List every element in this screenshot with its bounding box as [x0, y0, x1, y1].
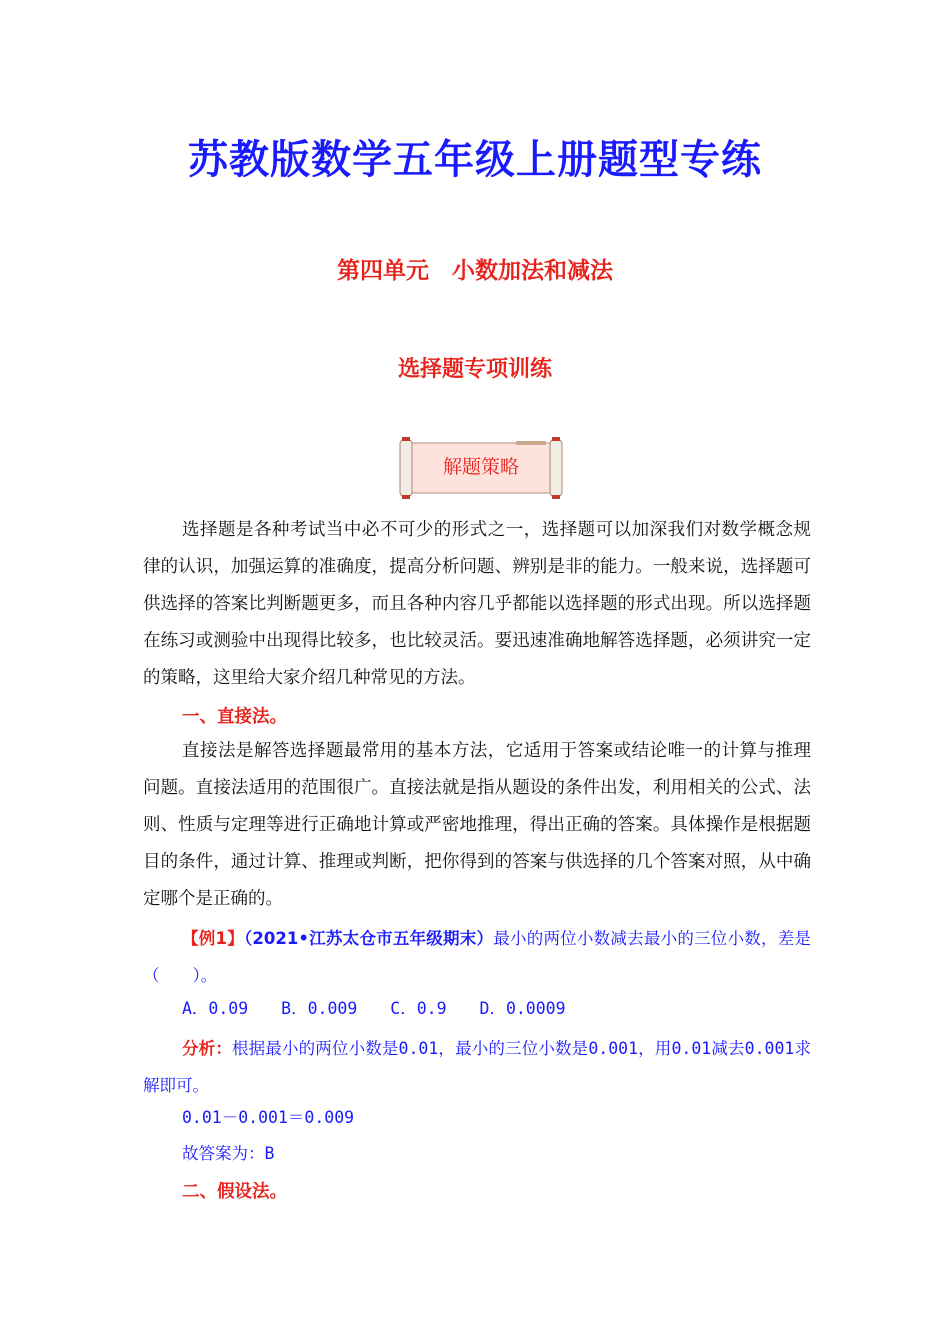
example-1-analysis [143, 1030, 811, 1104]
unit-title: 第四单元 小数加法和减法 [337, 258, 613, 284]
example-1-options: A．0.09 B．0.009 C．0.9 D．0.0009 [182, 999, 566, 1018]
banner-label: 解题策略 [442, 456, 519, 478]
example-1-tag: 【例1】 [182, 929, 244, 948]
analysis-lead: 分析： [182, 1039, 232, 1058]
intro-paragraph: 选择题是各种考试当中必不可少的形式之一，选择题可以加深我们对数学概念规律的认识，加强运算的准确度，提高分析问题、辨别是非的能力。一般来说，选择题可供选择的答案比判断题更多，而且各种内容几乎都能以选择题的形式出现。所以选择题在练习或测验中出现得比较多，也比较灵活。要迅速准确地解答选择题，必须讲究一定的策略，这里给大家介绍几种常见的方法。 [143, 520, 811, 688]
example-1-calculation: 0.01－0.001＝0.009 [182, 1108, 355, 1127]
method-1-paragraph: 直接法是解答选择题最常用的基本方法，它适用于答案或结论唯一的计算与推理问题。直接法适用的范围很广。直接法就是指从题设的条件出发，利用相关的公式、法则、性质与定理等进行正确地计算或严密地推理，得出正确的答案。具体操作是根据题目的条件，通过计算、推理或判断，把你得到的答案与供选择的几个答案对照，从中确定哪个是正确的。 [143, 741, 811, 909]
analysis-text: 根据最小的两位小数是0.01，最小的三位小数是0.001，用0.01减去0.001求解即可。 [143, 1039, 811, 1095]
document-title: 苏教版数学五年级上册题型专练 [188, 136, 762, 183]
example-1-question [143, 920, 811, 994]
example-1-source: （2021•江苏太仓市五年级期末） [243, 929, 494, 948]
method-2-heading: 二、假设法。 [182, 1182, 287, 1202]
method-1-heading: 一、直接法。 [182, 707, 287, 727]
example-1-question-text: 最小的两位小数减去最小的三位小数，差是（ ）。 [143, 929, 811, 985]
section-title: 选择题专项训练 [397, 357, 552, 382]
example-1-answer: 故答案为：B [182, 1144, 275, 1163]
strategy-banner [396, 437, 566, 501]
